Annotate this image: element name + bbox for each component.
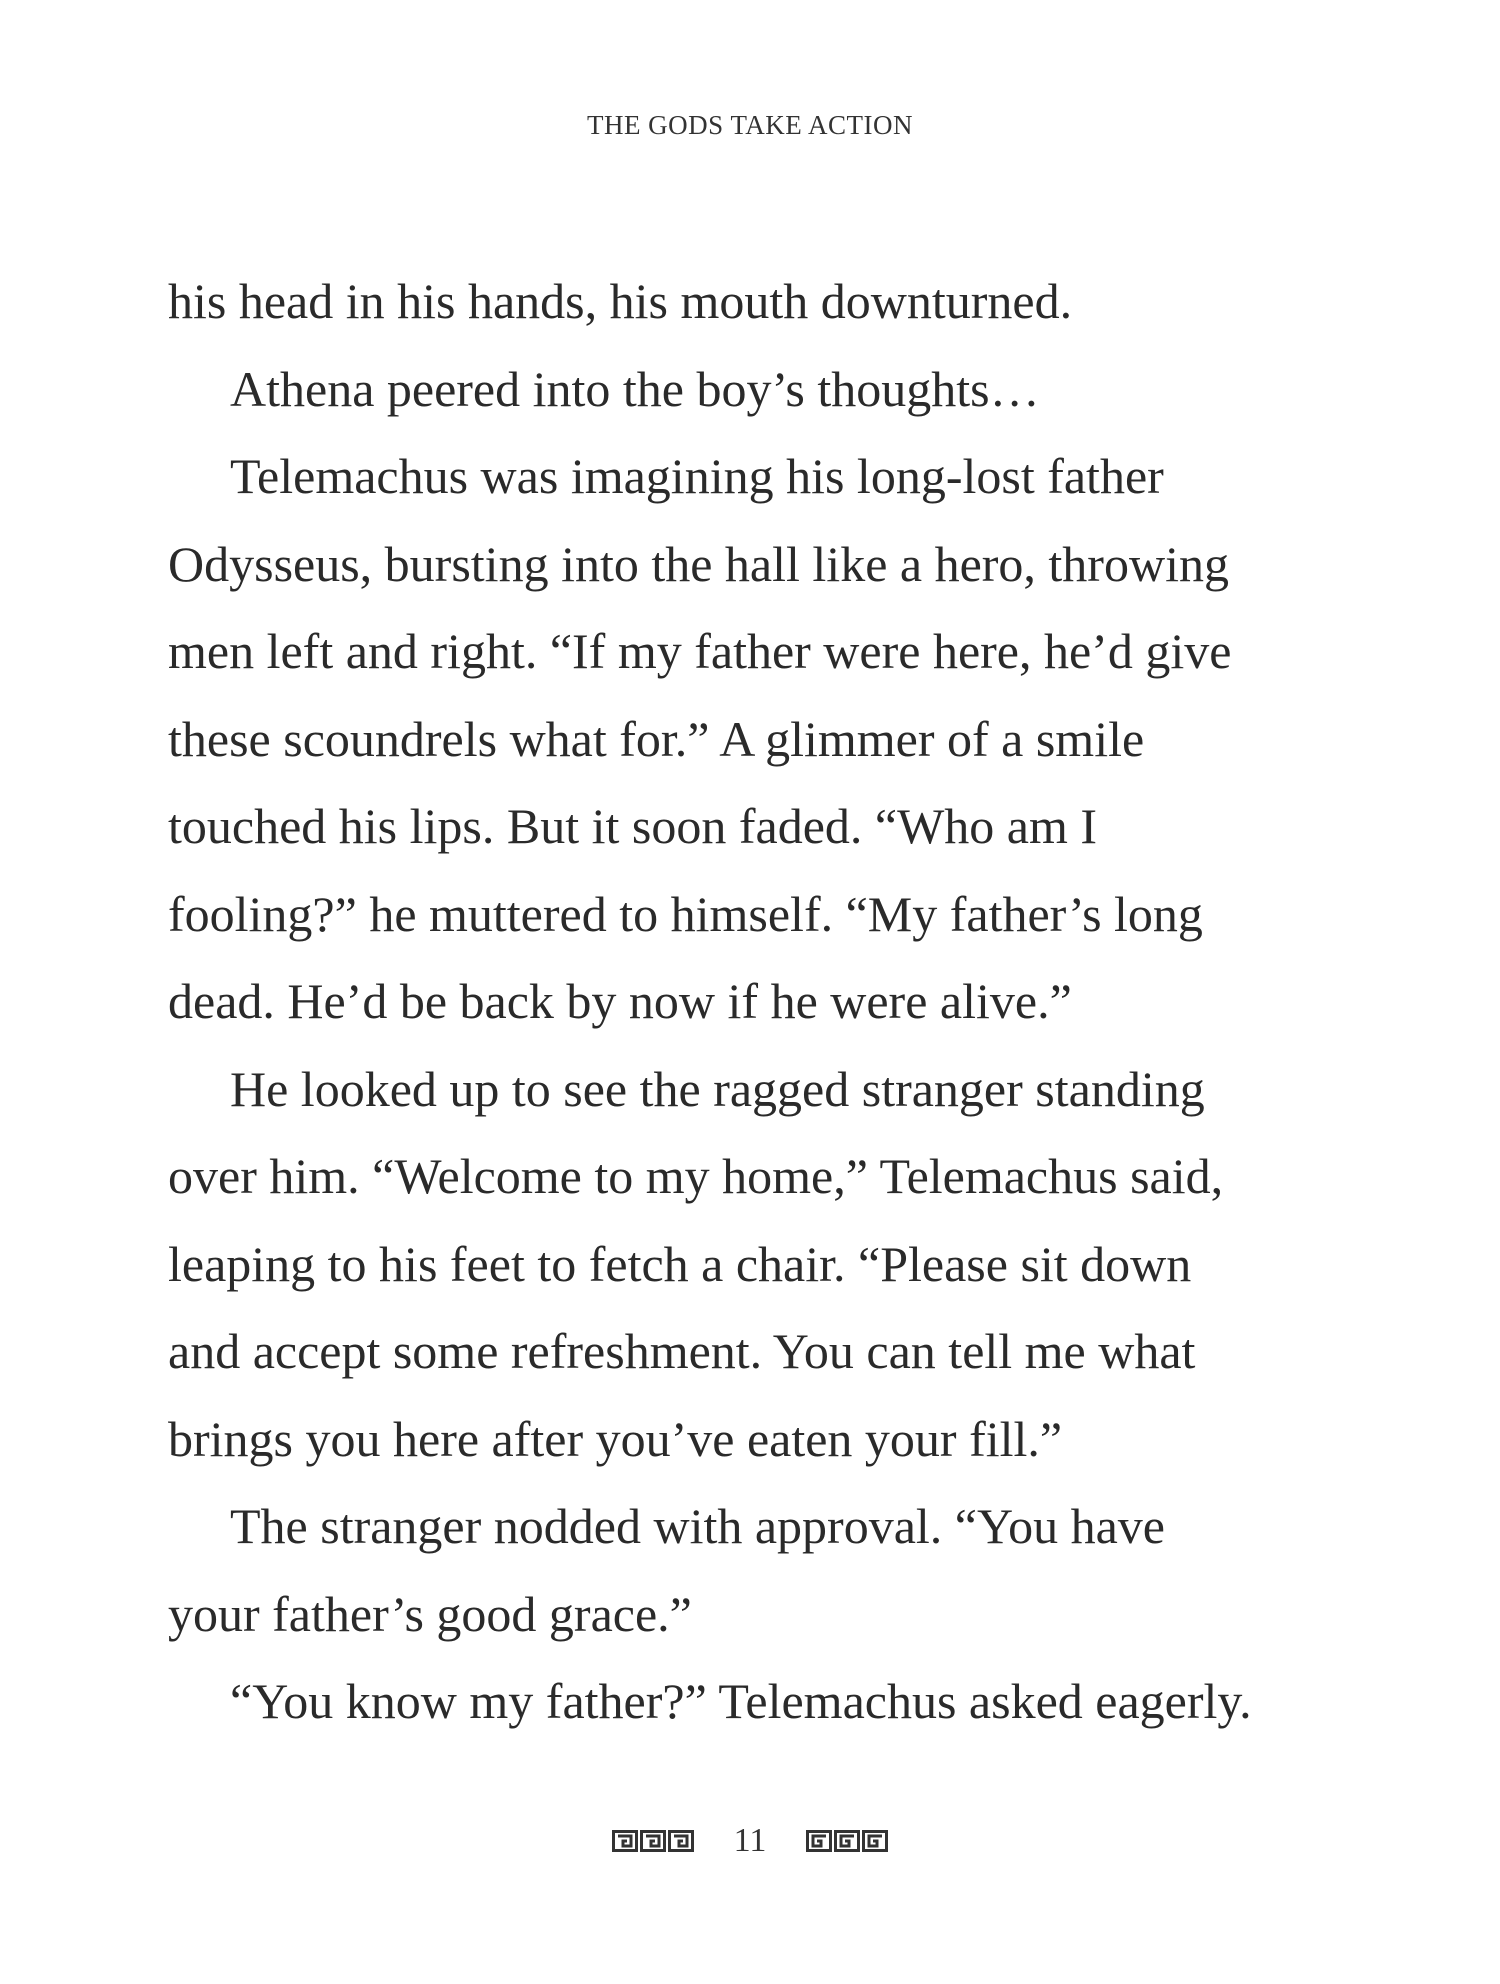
text-line: Odysseus, bursting into the hall like a hero, throwing bbox=[168, 535, 1229, 592]
text-line: fooling?” he muttered to himself. “My father’s long bbox=[168, 885, 1203, 942]
greek-key-left-icon bbox=[612, 1830, 694, 1852]
text-line: dead. He’d be back by now if he were alive.” bbox=[168, 973, 1072, 1029]
text-line: Athena peered into the boy’s thoughts… bbox=[230, 360, 1040, 417]
greek-key-right-icon bbox=[806, 1830, 888, 1852]
text-line: his head in his hands, his mouth downturned. bbox=[168, 273, 1073, 329]
text-line: leaping to his feet to fetch a chair. “Please sit down bbox=[168, 1235, 1192, 1292]
text-line: touched his lips. But it soon faded. “Who am I bbox=[168, 798, 1098, 854]
text-line: The stranger nodded with approval. “You have bbox=[230, 1498, 1165, 1554]
page-body bbox=[168, 258, 1338, 1746]
running-head: THE GODS TAKE ACTION bbox=[586, 110, 914, 140]
text-line: your father’s good grace.” bbox=[168, 1585, 692, 1642]
page-number: 11 bbox=[733, 1822, 767, 1859]
text-line: brings you here after you’ve eaten your fill.” bbox=[168, 1410, 1063, 1467]
text-line: “You know my father?” Telemachus asked eagerly. bbox=[230, 1673, 1252, 1729]
text-line: and accept some refreshment. You can tell me what bbox=[168, 1323, 1196, 1379]
text-line: men left and right. “If my father were here, he’d give bbox=[168, 623, 1232, 679]
text-line: these scoundrels what for.” A glimmer of a smile bbox=[168, 710, 1145, 767]
text-line: He looked up to see the ragged stranger standing bbox=[230, 1060, 1205, 1117]
folio bbox=[0, 1822, 1500, 1860]
text-line: over him. “Welcome to my home,” Telemachus said, bbox=[168, 1148, 1224, 1204]
text-line: Telemachus was imagining his long-lost father bbox=[230, 448, 1164, 504]
